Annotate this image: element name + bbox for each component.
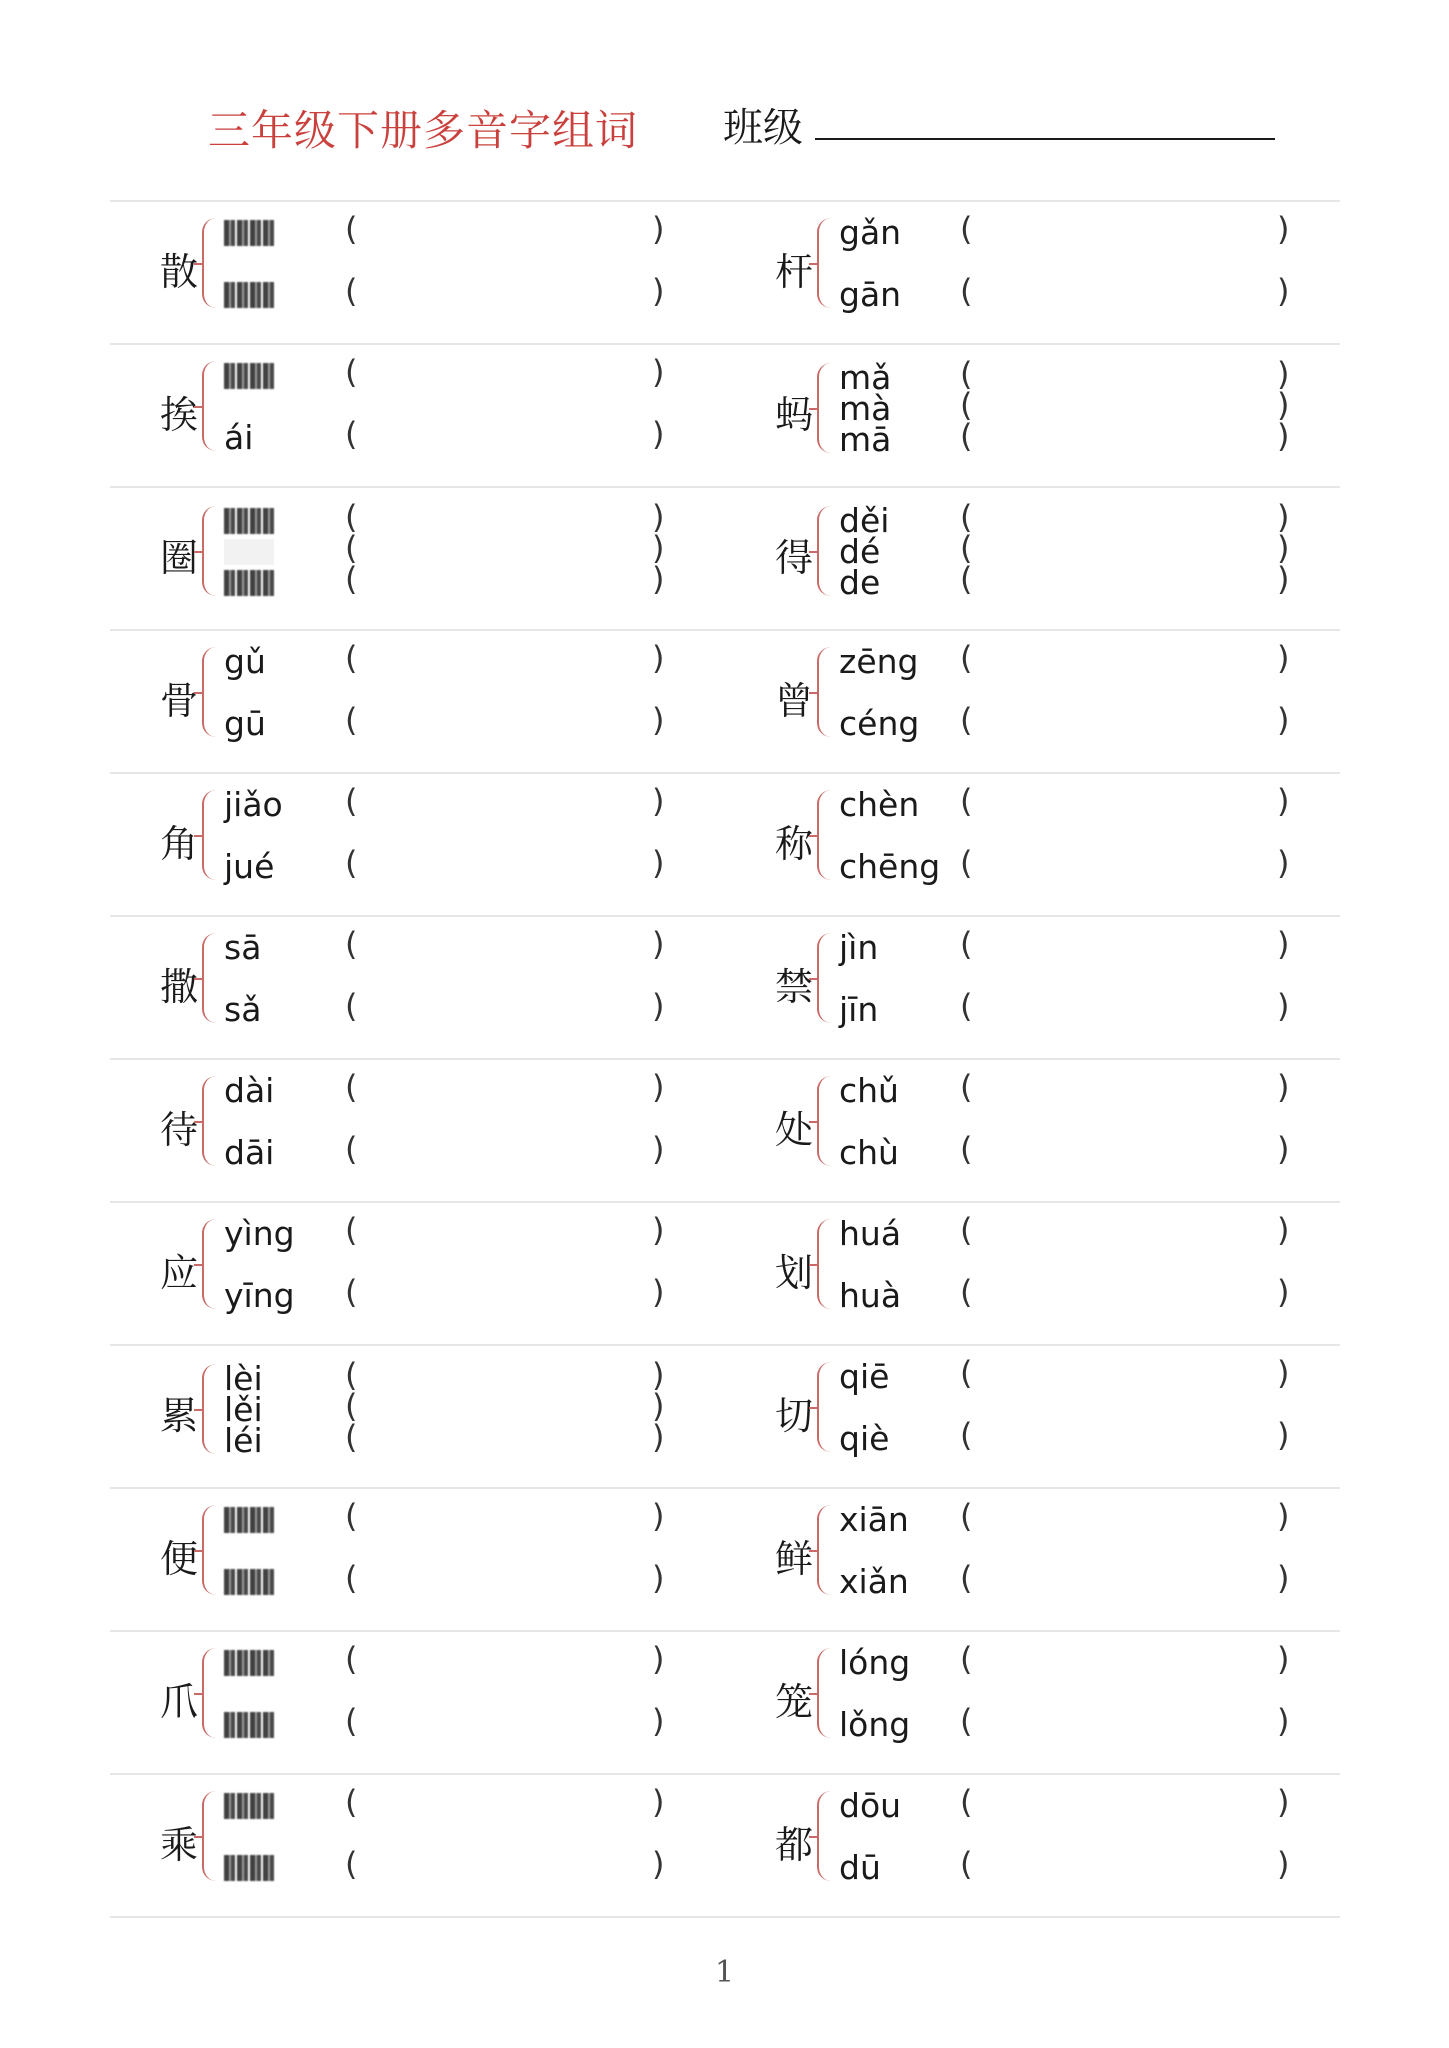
brace: [817, 1362, 831, 1452]
answer-close-paren: ): [1277, 1416, 1290, 1454]
pinyin-reading: [839, 703, 919, 743]
answer-close-paren: ): [652, 272, 665, 310]
table-row: [110, 915, 1340, 1058]
pinyin-reading: [839, 419, 891, 459]
brace: [817, 218, 831, 308]
answer-open-paren[interactable]: (: [960, 272, 973, 310]
polyphone-entry: [725, 1060, 1340, 1201]
answer-close-paren: ): [1277, 844, 1290, 882]
answer-open-paren[interactable]: (: [960, 1416, 973, 1454]
answer-close-paren: ): [1277, 1068, 1290, 1106]
answer-close-paren: ): [652, 782, 665, 820]
answer-close-paren: ): [1277, 1559, 1290, 1597]
pinyin-text: lěi: [224, 1389, 263, 1429]
blurred-pinyin: [224, 1855, 274, 1881]
polyphone-character: 应: [160, 1251, 199, 1295]
answer-open-paren[interactable]: (: [960, 386, 973, 424]
answer-open-paren[interactable]: (: [960, 1068, 973, 1106]
polyphone-entry: [725, 1203, 1340, 1344]
answer-open-paren[interactable]: (: [345, 415, 358, 453]
pinyin-text: chù: [839, 1132, 899, 1172]
polyphone-character: 得: [775, 536, 814, 580]
polyphone-character: 挨: [160, 393, 199, 437]
answer-open-paren[interactable]: (: [960, 417, 973, 455]
pinyin-text: xiān: [839, 1499, 909, 1539]
polyphone-character: 称: [775, 822, 814, 866]
polyphone-entry: [110, 917, 710, 1058]
answer-open-paren[interactable]: (: [345, 1559, 358, 1597]
answer-open-paren[interactable]: (: [960, 1783, 973, 1821]
answer-close-paren: ): [652, 925, 665, 963]
pinyin-reading: [224, 1642, 274, 1682]
polyphone-entry: [725, 202, 1340, 343]
pinyin-text: gǔ: [224, 641, 266, 681]
answer-close-paren: ): [652, 210, 665, 248]
pinyin-text: yìng: [224, 1213, 295, 1253]
answer-open-paren[interactable]: (: [960, 987, 973, 1025]
pinyin-reading: [224, 355, 274, 395]
answer-open-paren[interactable]: (: [960, 1211, 973, 1249]
pinyin-reading: [839, 212, 901, 252]
answer-open-paren[interactable]: (: [960, 639, 973, 677]
pinyin-reading: [224, 703, 266, 743]
answer-open-paren[interactable]: (: [345, 1273, 358, 1311]
pinyin-text: mǎ: [839, 357, 892, 397]
answer-open-paren[interactable]: (: [345, 844, 358, 882]
answer-close-paren: ): [652, 1356, 665, 1394]
pinyin-reading: [224, 1132, 274, 1172]
table-row: [110, 1773, 1340, 1918]
pinyin-text: qiē: [839, 1356, 890, 1396]
polyphone-character: 骨: [160, 679, 199, 723]
pinyin-text: xiǎn: [839, 1561, 909, 1601]
answer-open-paren[interactable]: (: [960, 1273, 973, 1311]
answer-close-paren: ): [1277, 417, 1290, 455]
pinyin-text: gǎn: [839, 212, 902, 252]
answer-open-paren[interactable]: (: [345, 353, 358, 391]
answer-open-paren[interactable]: (: [960, 844, 973, 882]
brace: [817, 933, 831, 1023]
polyphone-character: 杆: [775, 250, 814, 294]
polyphone-entry: [725, 488, 1340, 629]
answer-close-paren: ): [652, 1702, 665, 1740]
polyphone-entry: [110, 1346, 710, 1487]
brace: [202, 1791, 216, 1881]
answer-open-paren[interactable]: (: [960, 560, 973, 598]
brace: [202, 1076, 216, 1166]
brace: [202, 1648, 216, 1738]
answer-close-paren: ): [1277, 639, 1290, 677]
brace: [817, 363, 831, 453]
brace: [202, 790, 216, 880]
pinyin-reading: [839, 989, 878, 1029]
pinyin-reading: [224, 1275, 295, 1315]
pinyin-reading: [839, 846, 940, 886]
answer-open-paren[interactable]: (: [960, 1845, 973, 1883]
answer-close-paren: ): [1277, 1497, 1290, 1535]
table-row: [110, 772, 1340, 915]
pinyin-reading: [839, 1499, 909, 1539]
brace: [817, 1076, 831, 1166]
pinyin-text: ái: [224, 417, 254, 457]
polyphone-entry: [725, 1632, 1340, 1773]
blurred-pinyin: [224, 570, 274, 596]
answer-close-paren: ): [652, 844, 665, 882]
brace: [202, 1219, 216, 1309]
polyphone-character: 散: [160, 250, 199, 294]
answer-close-paren: ): [1277, 386, 1290, 424]
pinyin-reading: [224, 562, 274, 602]
pinyin-text: chǔ: [839, 1070, 899, 1110]
polyphone-character: 笼: [775, 1680, 814, 1724]
answer-close-paren: ): [1277, 355, 1290, 393]
polyphone-entry: [110, 1489, 710, 1630]
answer-close-paren: ): [652, 560, 665, 598]
pinyin-reading: [224, 1847, 274, 1887]
answer-close-paren: ): [652, 639, 665, 677]
polyphone-entry: [725, 631, 1340, 772]
answer-open-paren[interactable]: (: [960, 1497, 973, 1535]
pinyin-reading: [839, 1847, 881, 1887]
polyphone-character: 爪: [160, 1680, 199, 1724]
brace: [202, 218, 216, 308]
pinyin-reading: [839, 1642, 910, 1682]
answer-open-paren[interactable]: (: [960, 1640, 973, 1678]
answer-open-paren[interactable]: (: [345, 1130, 358, 1168]
table-row: [110, 1344, 1340, 1487]
answer-close-paren: ): [1277, 498, 1290, 536]
polyphone-entry: [110, 345, 710, 486]
pinyin-text: sǎ: [224, 989, 262, 1029]
pinyin-reading: [839, 1704, 910, 1744]
answer-close-paren: ): [652, 1387, 665, 1425]
pinyin-text: de: [839, 562, 881, 602]
answer-open-paren[interactable]: (: [960, 1354, 973, 1392]
brace: [817, 1505, 831, 1595]
pinyin-reading: [224, 927, 261, 967]
answer-open-paren[interactable]: (: [960, 701, 973, 739]
brace: [202, 1364, 216, 1454]
answer-close-paren: ): [652, 987, 665, 1025]
polyphone-table: [110, 200, 1340, 1918]
pinyin-reading: [839, 1132, 899, 1172]
pinyin-reading: [224, 846, 274, 886]
pinyin-text: jué: [224, 846, 275, 886]
answer-close-paren: ): [1277, 782, 1290, 820]
blurred-pinyin: [224, 1569, 274, 1595]
brace: [202, 361, 216, 451]
blurred-pinyin: [224, 220, 274, 246]
pinyin-reading: [224, 784, 283, 824]
pinyin-reading: [224, 641, 266, 681]
answer-open-paren[interactable]: (: [960, 210, 973, 248]
polyphone-entry: [110, 774, 710, 915]
pinyin-text: yīng: [224, 1275, 295, 1315]
answer-close-paren: ): [1277, 560, 1290, 598]
pinyin-reading: [839, 927, 878, 967]
pinyin-reading: [224, 1561, 274, 1601]
blurred-pinyin: [224, 1793, 274, 1819]
answer-close-paren: ): [1277, 210, 1290, 248]
answer-close-paren: ): [652, 1211, 665, 1249]
polyphone-character: 便: [160, 1537, 199, 1581]
table-row: [110, 1487, 1340, 1630]
pinyin-reading: [224, 417, 253, 457]
pinyin-text: lǒng: [839, 1704, 911, 1744]
pinyin-reading: [839, 641, 919, 681]
table-row: [110, 1630, 1340, 1773]
pinyin-text: léi: [224, 1420, 263, 1460]
answer-open-paren[interactable]: (: [345, 1387, 358, 1425]
pinyin-reading: [839, 1275, 901, 1315]
pinyin-text: dāi: [224, 1132, 275, 1172]
brace: [202, 1505, 216, 1595]
pinyin-reading: [839, 1356, 889, 1396]
table-row: [110, 629, 1340, 772]
answer-close-paren: ): [1277, 925, 1290, 963]
polyphone-entry: [725, 345, 1340, 486]
class-label: 班级: [723, 105, 803, 151]
pinyin-text: dé: [839, 531, 881, 571]
pinyin-reading: [839, 784, 919, 824]
blurred-pinyin: [224, 1650, 274, 1676]
polyphone-character: 累: [160, 1394, 199, 1438]
polyphone-character: 蚂: [775, 393, 814, 437]
pinyin-text: jìn: [839, 927, 879, 967]
answer-open-paren[interactable]: (: [345, 1211, 358, 1249]
pinyin-text: zēng: [839, 641, 919, 681]
brace: [817, 1648, 831, 1738]
answer-close-paren: ): [652, 701, 665, 739]
pinyin-reading: [839, 1418, 889, 1458]
answer-open-paren[interactable]: (: [345, 782, 358, 820]
table-row: [110, 1201, 1340, 1344]
pinyin-reading: [839, 1785, 901, 1825]
pinyin-text: lèi: [224, 1358, 263, 1398]
polyphone-character: 鲜: [775, 1537, 814, 1581]
brace: [202, 647, 216, 737]
answer-open-paren[interactable]: (: [345, 272, 358, 310]
brace: [817, 1791, 831, 1881]
answer-close-paren: ): [652, 498, 665, 536]
table-row: [110, 1058, 1340, 1201]
pinyin-text: chèn: [839, 784, 920, 824]
answer-open-paren[interactable]: (: [345, 1702, 358, 1740]
table-row: [110, 200, 1340, 343]
worksheet-title: 三年级下册多音字组词: [208, 106, 639, 155]
polyphone-character: 划: [775, 1251, 814, 1295]
answer-close-paren: ): [652, 1130, 665, 1168]
polyphone-character: 乘: [160, 1823, 199, 1867]
pinyin-text: gū: [224, 703, 266, 743]
pinyin-reading: [224, 1704, 274, 1744]
page-number: 1: [714, 1955, 735, 1990]
answer-close-paren: ): [1277, 1783, 1290, 1821]
answer-close-paren: ): [1277, 1640, 1290, 1678]
brace: [817, 1219, 831, 1309]
polyphone-entry: [110, 1632, 710, 1773]
blurred-pinyin: [224, 282, 274, 308]
polyphone-character: 禁: [775, 965, 814, 1009]
answer-close-paren: ): [1277, 1211, 1290, 1249]
pinyin-text: dū: [839, 1847, 881, 1887]
polyphone-character: 圈: [160, 536, 199, 580]
answer-open-paren[interactable]: (: [345, 1497, 358, 1535]
answer-open-paren[interactable]: (: [345, 701, 358, 739]
pinyin-reading: [839, 274, 901, 314]
answer-close-paren: ): [652, 415, 665, 453]
answer-open-paren[interactable]: (: [345, 1640, 358, 1678]
answer-close-paren: ): [652, 353, 665, 391]
pinyin-text: sā: [224, 927, 262, 967]
answer-open-paren[interactable]: (: [960, 925, 973, 963]
pinyin-text: gān: [839, 274, 902, 314]
answer-open-paren[interactable]: (: [345, 987, 358, 1025]
polyphone-entry: [725, 774, 1340, 915]
table-row: [110, 343, 1340, 486]
pinyin-text: jiǎo: [224, 784, 283, 824]
brace: [817, 790, 831, 880]
pinyin-text: mà: [839, 388, 892, 428]
answer-close-paren: ): [1277, 1354, 1290, 1392]
answer-open-paren[interactable]: (: [345, 1845, 358, 1883]
answer-open-paren[interactable]: (: [345, 529, 358, 567]
pinyin-text: huà: [839, 1275, 902, 1315]
answer-close-paren: ): [652, 1783, 665, 1821]
answer-close-paren: ): [1277, 529, 1290, 567]
polyphone-character: 处: [775, 1108, 814, 1152]
pinyin-reading: [224, 989, 261, 1029]
pinyin-reading: [224, 1213, 295, 1253]
answer-close-paren: ): [652, 1559, 665, 1597]
answer-close-paren: ): [652, 1845, 665, 1883]
table-row: [110, 486, 1340, 629]
pinyin-text: chēng: [839, 846, 941, 886]
answer-open-paren[interactable]: (: [960, 355, 973, 393]
pinyin-reading: [224, 274, 274, 314]
answer-close-paren: ): [1277, 1702, 1290, 1740]
answer-open-paren[interactable]: (: [960, 1702, 973, 1740]
pinyin-reading: [224, 1420, 263, 1460]
answer-open-paren[interactable]: (: [960, 498, 973, 536]
polyphone-character: 待: [160, 1108, 199, 1152]
answer-open-paren[interactable]: (: [960, 1130, 973, 1168]
polyphone-entry: [725, 1346, 1340, 1487]
answer-close-paren: ): [1277, 1845, 1290, 1883]
answer-open-paren[interactable]: (: [345, 560, 358, 598]
pinyin-reading: [224, 212, 274, 252]
answer-open-paren[interactable]: (: [345, 925, 358, 963]
pinyin-reading: [839, 1561, 909, 1601]
polyphone-entry: [110, 631, 710, 772]
answer-close-paren: ): [652, 1273, 665, 1311]
blurred-pinyin: [224, 363, 274, 389]
answer-close-paren: ): [1277, 987, 1290, 1025]
brace: [202, 933, 216, 1023]
pinyin-reading: [839, 1070, 899, 1110]
polyphone-character: 都: [775, 1823, 814, 1867]
pinyin-reading: [224, 1499, 274, 1539]
answer-open-paren[interactable]: (: [345, 1783, 358, 1821]
pinyin-reading: [839, 1213, 901, 1253]
answer-open-paren[interactable]: (: [960, 1559, 973, 1597]
pinyin-text: dōu: [839, 1785, 902, 1825]
answer-close-paren: ): [652, 1497, 665, 1535]
brace: [202, 506, 216, 596]
answer-close-paren: ): [1277, 272, 1290, 310]
polyphone-entry: [110, 1775, 710, 1916]
pinyin-text: mā: [839, 419, 892, 459]
pinyin-text: dài: [224, 1070, 275, 1110]
brace: [817, 647, 831, 737]
pinyin-text: qiè: [839, 1418, 890, 1458]
polyphone-character: 撒: [160, 965, 199, 1009]
answer-open-paren[interactable]: (: [345, 639, 358, 677]
answer-open-paren[interactable]: (: [345, 1068, 358, 1106]
pinyin-reading: [224, 1785, 274, 1825]
polyphone-entry: [725, 1489, 1340, 1630]
answer-close-paren: ): [1277, 1273, 1290, 1311]
polyphone-character: 角: [160, 822, 199, 866]
polyphone-entry: [725, 917, 1340, 1058]
answer-close-paren: ): [1277, 701, 1290, 739]
polyphone-entry: [110, 488, 710, 629]
answer-close-paren: ): [1277, 1130, 1290, 1168]
pinyin-text: lóng: [839, 1642, 911, 1682]
answer-open-paren[interactable]: (: [345, 210, 358, 248]
answer-open-paren[interactable]: (: [345, 498, 358, 536]
polyphone-entry: [725, 1775, 1340, 1916]
answer-close-paren: ): [652, 1068, 665, 1106]
pinyin-reading: [839, 562, 880, 602]
polyphone-character: 切: [775, 1394, 814, 1438]
class-name-blank[interactable]: [815, 138, 1275, 140]
answer-close-paren: ): [652, 529, 665, 567]
answer-open-paren[interactable]: (: [345, 1418, 358, 1456]
blurred-pinyin: [224, 1712, 274, 1738]
pinyin-text: děi: [839, 500, 890, 540]
answer-open-paren[interactable]: (: [345, 1356, 358, 1394]
pinyin-text: huá: [839, 1213, 902, 1253]
polyphone-entry: [110, 202, 710, 343]
answer-open-paren[interactable]: (: [960, 782, 973, 820]
brace: [817, 506, 831, 596]
polyphone-entry: [110, 1060, 710, 1201]
pinyin-text: jīn: [839, 989, 879, 1029]
blurred-pinyin: [224, 1507, 274, 1533]
pinyin-text: céng: [839, 703, 920, 743]
answer-close-paren: ): [652, 1640, 665, 1678]
pinyin-reading: [224, 1070, 274, 1110]
answer-open-paren[interactable]: (: [960, 529, 973, 567]
answer-close-paren: ): [652, 1418, 665, 1456]
polyphone-entry: [110, 1203, 710, 1344]
polyphone-character: 曾: [775, 679, 814, 723]
